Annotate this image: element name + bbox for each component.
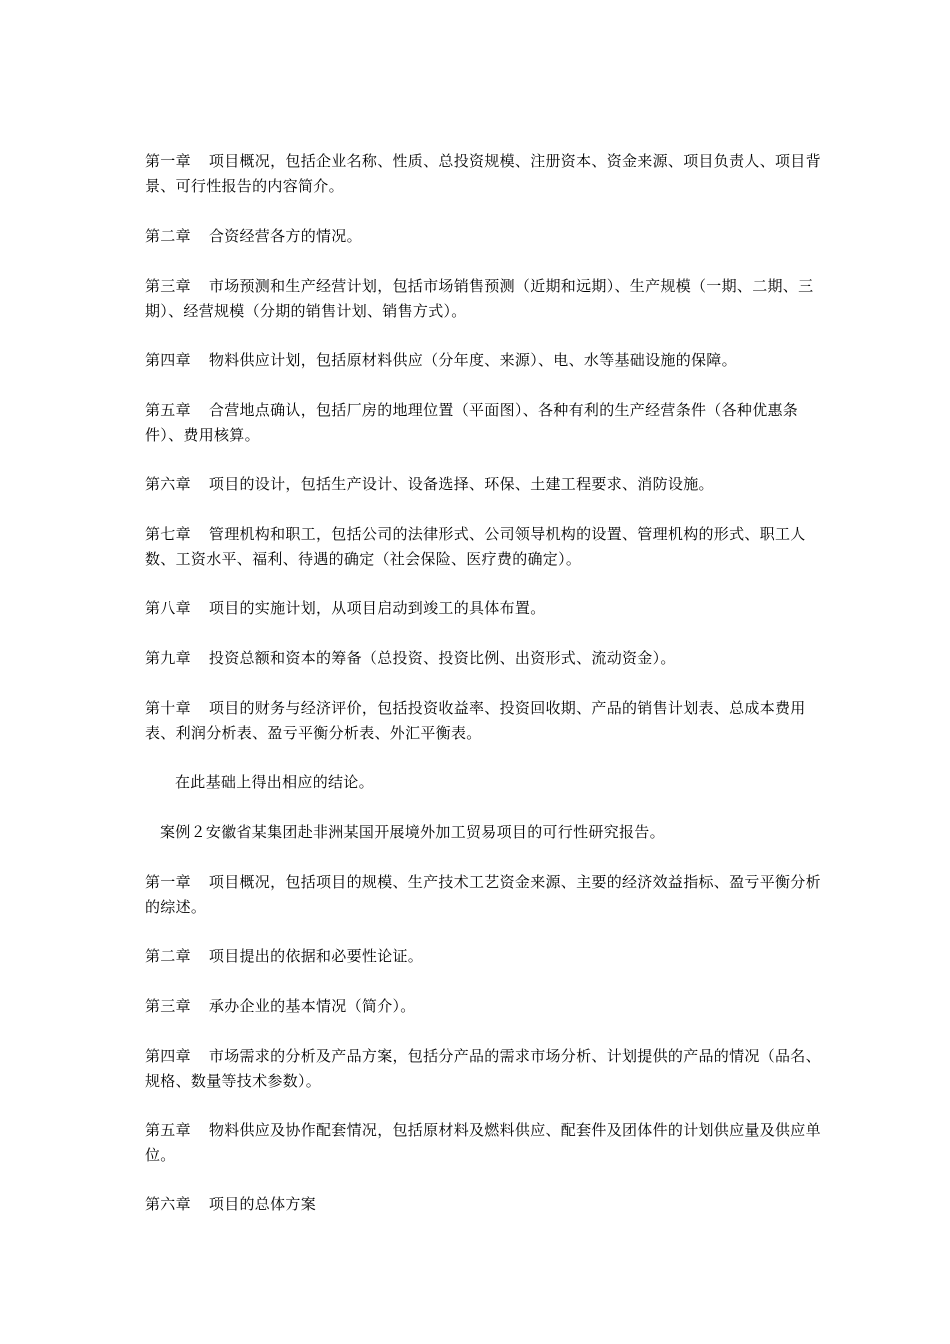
chapter-label: 第四章 [145,351,191,369]
paragraph-text: 投资总额和资本的筹备（总投资、投资比例、出资形式、流动资金）。 [208,649,676,667]
paragraph-chapter-10 [145,696,825,746]
paragraph-text: 项目提出的依据和必要性论证。 [208,947,424,965]
paragraph-case2-chapter-6 [145,1192,825,1217]
chapter-label: 第三章 [145,277,191,295]
paragraph-text: 承办企业的基本情况（简介）。 [208,997,416,1015]
chapter-label: 第九章 [145,649,191,667]
paragraph-text: 合营地点确认，包括厂房的地理位置（平面图）、各种有利的生产经营条件（各种优惠条件）、费用核算。 [145,401,799,444]
paragraph-text: 物料供应及协作配套情况，包括原材料及燃料供应、配套件及团体件的计划供应量及供应单位。 [145,1121,821,1164]
paragraph-case2-chapter-2 [145,944,825,969]
paragraph-chapter-9 [145,646,825,671]
paragraph-text: 合资经营各方的情况。 [208,227,362,245]
paragraph-text: 在此基础上得出相应的结论。 [175,773,374,791]
paragraph-text: 管理机构和职工，包括公司的法律形式、公司领导机构的设置、管理机构的形式、职工人数、工资水平、福利、待遇的确定（社会保险、医疗费的确定）。 [145,525,806,568]
paragraph-text: 项目概况，包括企业名称、性质、总投资规模、注册资本、资金来源、项目负责人、项目背景、可行性报告的内容简介。 [145,152,821,195]
paragraph-chapter-6 [145,472,825,497]
paragraph-chapter-4 [145,348,825,373]
paragraph-chapter-2 [145,224,825,249]
chapter-label: 第五章 [145,401,191,419]
chapter-label: 第八章 [145,599,191,617]
chapter-label: 第六章 [145,1195,191,1213]
paragraph-case2-chapter-5 [145,1118,825,1168]
chapter-label: 第一章 [145,873,191,891]
paragraph-chapter-1 [145,149,825,199]
paragraph-text: 项目概况，包括项目的规模、生产技术工艺资金来源、主要的经济效益指标、盈亏平衡分析的综述。 [145,873,821,916]
paragraph-text: 项目的总体方案 [208,1195,317,1213]
chapter-label: 第二章 [145,947,191,965]
paragraph-text: 项目的财务与经济评价，包括投资收益率、投资回收期、产品的销售计划表、总成本费用表、利润分析表、盈亏平衡分析表、外汇平衡表。 [145,699,806,742]
chapter-label: 第三章 [145,997,191,1015]
chapter-label: 第五章 [145,1121,191,1139]
chapter-label: 第四章 [145,1047,191,1065]
chapter-label: 第七章 [145,525,191,543]
paragraph-chapter-7 [145,522,825,572]
paragraph-text: 物料供应计划，包括原材料供应（分年度、来源）、电、水等基础设施的保障。 [208,351,737,369]
paragraph-case2-chapter-4 [145,1044,825,1094]
paragraph-text: 市场预测和生产经营计划，包括市场销售预测（近期和远期）、生产规模（一期、二期、三期）、经营规模（分期的销售计划、销售方式）。 [145,277,814,320]
paragraph-conclusion [145,770,825,795]
chapter-label: 第六章 [145,475,191,493]
paragraph-case2-chapter-1 [145,870,825,920]
chapter-label: 第二章 [145,227,191,245]
paragraph-text: 项目的实施计划，从项目启动到竣工的具体布置。 [208,599,546,617]
paragraph-text: 市场需求的分析及产品方案，包括分产品的需求市场分析、计划提供的产品的情况（品名、规格、数量等技术参数）。 [145,1047,821,1090]
chapter-label: 第十章 [145,699,191,717]
paragraph-chapter-5 [145,398,825,448]
paragraph-text: 案例２安徽省某集团赴非洲某国开展境外加工贸易项目的可行性研究报告。 [160,823,665,841]
chapter-label: 第一章 [145,152,191,170]
paragraph-text: 项目的设计，包括生产设计、设备选择、环保、土建工程要求、消防设施。 [208,475,714,493]
paragraph-chapter-3 [145,274,825,324]
paragraph-case2-chapter-3 [145,994,825,1019]
paragraph-case-2-title [145,820,825,845]
paragraph-chapter-8 [145,596,825,621]
